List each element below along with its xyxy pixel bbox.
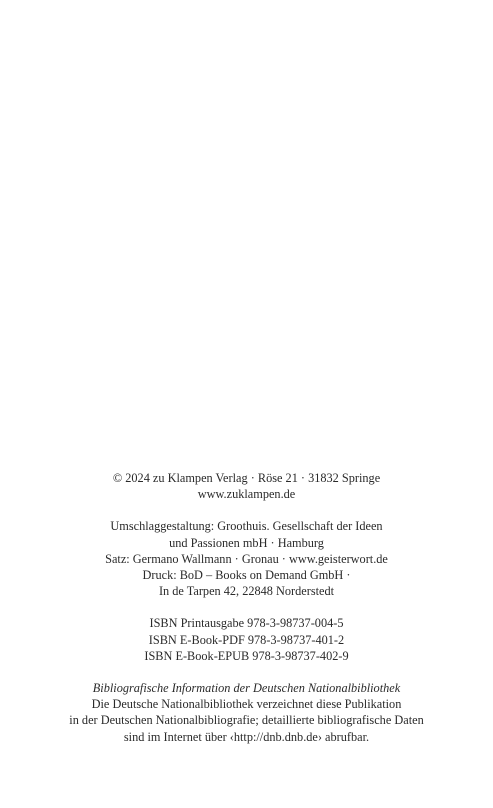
- bibliographic-line-2: in der Deutschen Nationalbibliografie; detaillierte bibliografische Daten: [69, 713, 424, 728]
- bibliographic-heading: Bibliografische Information der Deutschen Nationalbibliothek: [92, 681, 401, 696]
- publisher-block: [0, 470, 493, 502]
- printer-address-line: In de Tarpen 42, 22848 Norderstedt: [158, 584, 335, 599]
- isbn-print: ISBN Printausgabe 978-3-98737-004-5: [149, 616, 344, 631]
- isbn-block: [0, 615, 493, 664]
- production-credits-block: [0, 518, 493, 599]
- isbn-ebook-pdf: ISBN E-Book-PDF 978-3-98737-401-2: [148, 632, 345, 647]
- bibliographic-line-3: sind im Internet über ‹http://dnb.dnb.de› abrufbar.: [123, 729, 370, 744]
- bibliographic-info-block: [0, 680, 493, 745]
- printing-line: Druck: BoD – Books on Demand GmbH ·: [142, 568, 351, 583]
- cover-design-line: Umschlaggestaltung: Groothuis. Gesellschaft der Ideen: [110, 519, 383, 534]
- publisher-website: www.zuklampen.de: [197, 487, 296, 502]
- isbn-ebook-epub: ISBN E-Book-EPUB 978-3-98737-402-9: [144, 648, 349, 663]
- cover-design-line-2: und Passionen mbH · Hamburg: [169, 535, 324, 550]
- copyright-line: © 2024 zu Klampen Verlag · Röse 21 · 31832 Springe: [112, 471, 381, 485]
- typesetting-line: Satz: Germano Wallmann · Gronau · www.geisterwort.de: [105, 551, 388, 566]
- bibliographic-line-1: Die Deutsche Nationalbibliothek verzeichnet diese Publikation: [91, 697, 402, 712]
- imprint-page: [0, 470, 493, 745]
